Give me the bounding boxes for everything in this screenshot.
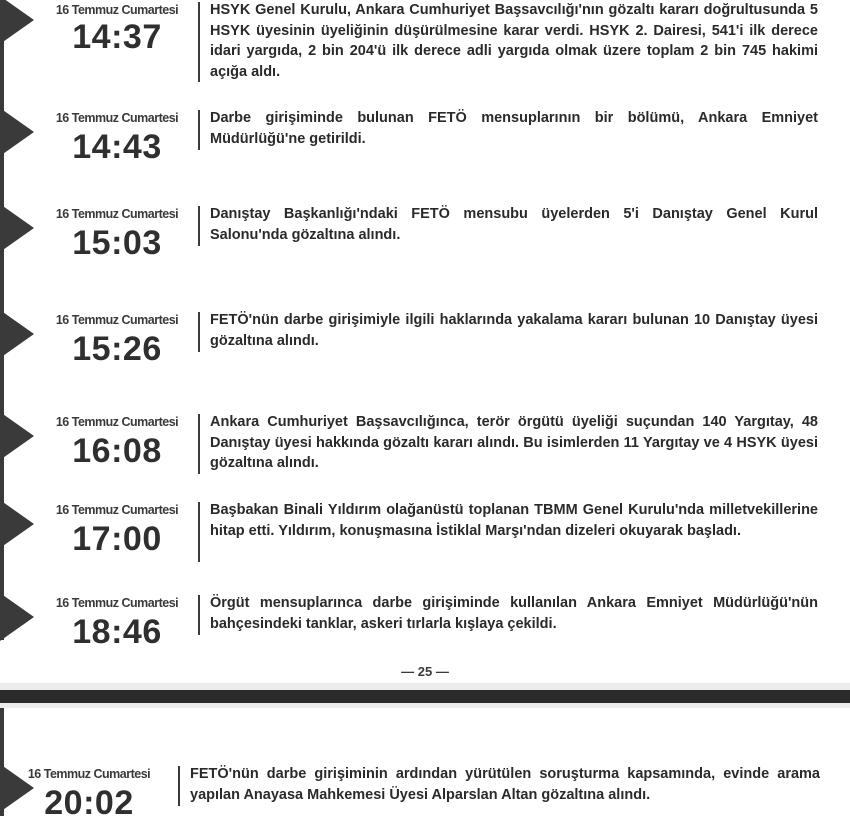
entry-time: 15:26 [72, 330, 162, 368]
entry-time: 16:08 [72, 432, 162, 470]
entry-separator [198, 2, 200, 82]
entry-separator [178, 766, 180, 806]
entry-date: 16 Temmuz Cumartesi [55, 313, 179, 327]
entry-text: HSYK Genel Kurulu, Ankara Cumhuriyet Başsavcılığı'nın gözaltı kararı doğrultusunda 5 HSYK üyesinin üyeliğinin düşürülmesine karar verdi. HSYK 2. Dairesi, 541'i ilk derece idari yargıda, 2 bin 204'ü ilk derece adli yargıda olmak üzere toplam 2 bin 745 hakimi açığa aldı. [210, 2, 818, 80]
timeline-arrow-icon [0, 310, 34, 358]
timeline-arrow-icon [0, 500, 34, 548]
entry-text: Ankara Cumhuriyet Başsavcılığınca, terör örgütü üyeliği suçundan 140 Yargıtay, 48 Danıştay üyesi hakkında gözaltı kararı alındı. Bu isimlerden 11 Yargıtay ve 4 HSYK üyesi gözaltına alındı. [210, 414, 818, 471]
entry-separator [198, 312, 200, 352]
entry-separator [198, 502, 200, 562]
entry-time: 17:00 [72, 520, 162, 558]
entry-time: 14:43 [72, 128, 162, 166]
entry-separator [198, 206, 200, 246]
entry-date: 16 Temmuz Cumartesi [55, 207, 179, 221]
entry-text: Başbakan Binali Yıldırım olağanüstü toplanan TBMM Genel Kurulu'nda milletvekillerine hitap etti. Yıldırım, konuşmasına İstiklal Marşı'ndan dizeleri okuyarak başladı. [210, 502, 818, 539]
entry-text: FETÖ'nün darbe girişiminin ardından yürütülen soruşturma kapsamında, evinde arama yapılan Anayasa Mahkemesi Üyesi Alparslan Altan gözaltına alındı. [190, 766, 820, 803]
entry-text: Örgüt mensuplarınca darbe girişiminde kullanılan Ankara Emniyet Müdürlüğü'nün bahçesindeki tanklar, askeri tırlarla kışlaya çekildi. [210, 595, 818, 632]
entry-date: 16 Temmuz Cumartesi [55, 3, 179, 17]
timeline-arrow-icon [0, 412, 34, 460]
timeline-arrow-icon [0, 593, 34, 641]
entry-time: 18:46 [72, 613, 162, 651]
page-number: — 25 — [401, 664, 449, 679]
entry-time: 20:02 [44, 784, 134, 816]
entry-separator [198, 110, 200, 150]
entry-time: 14:37 [72, 18, 162, 56]
entry-date: 16 Temmuz Cumartesi [55, 111, 179, 125]
page-divider [0, 690, 850, 703]
entry-date: 16 Temmuz Cumartesi [27, 767, 151, 781]
entry-separator [198, 595, 200, 635]
entry-text: Danıştay Başkanlığı'ndaki FETÖ mensubu üyelerden 5'i Danıştay Genel Kurul Salonu'nda gözaltına alındı. [210, 206, 818, 243]
entry-text: Darbe girişiminde bulunan FETÖ mensuplarının bir bölümü, Ankara Emniyet Müdürlüğü'ne getirildi. [210, 110, 818, 147]
timeline-arrow-icon [0, 204, 34, 252]
entry-date: 16 Temmuz Cumartesi [55, 503, 179, 517]
timeline-arrow-icon [0, 0, 34, 44]
entry-date: 16 Temmuz Cumartesi [55, 596, 179, 610]
entry-text: FETÖ'nün darbe girişimiyle ilgili haklarında yakalama kararı bulunan 10 Danıştay üyesi gözaltına alındı. [210, 312, 818, 349]
page-26 [0, 708, 850, 816]
entry-date: 16 Temmuz Cumartesi [55, 415, 179, 429]
entry-time: 15:03 [72, 224, 162, 262]
entry-separator [198, 414, 200, 474]
timeline-arrow-icon [0, 108, 34, 156]
